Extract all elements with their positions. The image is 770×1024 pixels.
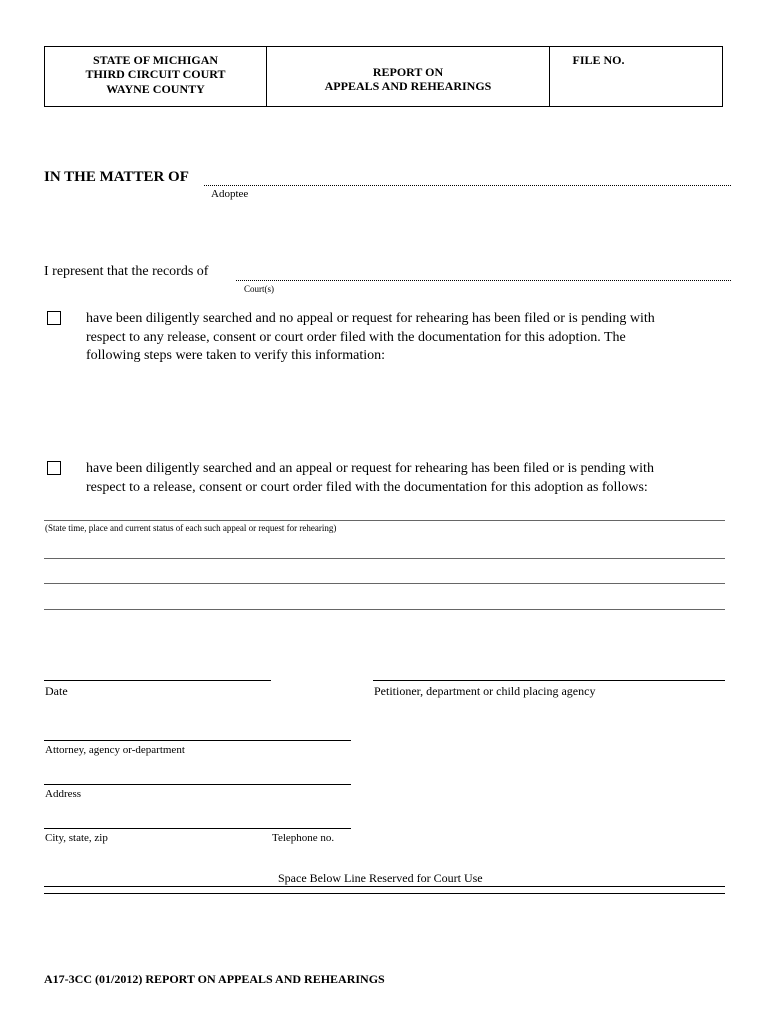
city-telephone-field[interactable] <box>44 828 351 829</box>
date-field[interactable] <box>44 680 271 681</box>
court-line-1: STATE OF MICHIGAN <box>92 53 219 67</box>
appeal-pending-line-2: respect to a release, consent or court order filed with the documentation for this adoption as follows: <box>86 479 648 495</box>
form-title-line-2: APPEALS AND REHEARINGS <box>324 79 492 93</box>
court-line-3: WAYNE COUNTY <box>106 82 205 96</box>
form-header-box <box>44 46 723 107</box>
adoptee-caption: Adoptee <box>211 188 249 200</box>
court-use-label: Space Below Line Reserved for Court Use <box>278 871 483 885</box>
form-footer: A17-3CC (01/2012) REPORT ON APPEALS AND REHEARINGS <box>44 972 385 986</box>
status-line-2[interactable] <box>44 558 725 559</box>
no-appeal-statement <box>86 310 736 366</box>
city-label: City, state, zip <box>45 832 108 844</box>
attorney-label: Attorney, agency or-department <box>45 744 185 756</box>
address-label: Address <box>45 788 82 800</box>
telephone-label: Telephone no. <box>272 832 335 844</box>
court-use-bottom-line <box>44 893 725 894</box>
form-title-line-1: REPORT ON <box>372 65 444 79</box>
appeal-pending-line-1: have been diligently searched and an appeal or request for rehearing has been filed or is pending with <box>86 461 654 476</box>
no-appeal-checkbox[interactable] <box>47 311 61 325</box>
address-field[interactable] <box>44 784 351 785</box>
court-line-2: THIRD CIRCUIT COURT <box>85 67 226 81</box>
records-label: I represent that the records of <box>44 264 209 279</box>
petitioner-label: Petitioner, department or child placing agency <box>374 684 596 698</box>
court-name-cell <box>45 47 267 106</box>
courts-field[interactable] <box>236 280 731 281</box>
adoptee-name-field[interactable] <box>204 185 731 186</box>
appeal-pending-statement <box>86 460 736 497</box>
court-use-top-line <box>44 886 725 887</box>
matter-label: IN THE MATTER OF <box>44 169 189 185</box>
status-caption: (State time, place and current status of each such appeal or request for rehearing) <box>45 523 337 533</box>
attorney-field[interactable] <box>44 740 351 741</box>
petitioner-signature-field[interactable] <box>373 680 725 681</box>
no-appeal-line-1: have been diligently searched and no appeal or request for rehearing has been filed or is pending with <box>86 311 655 326</box>
file-no-label: FILE NO. <box>572 53 625 67</box>
courts-caption: Court(s) <box>244 284 274 294</box>
no-appeal-line-3: following steps were taken to verify this information: <box>86 348 385 363</box>
file-no-cell[interactable] <box>550 47 723 106</box>
status-line-3[interactable] <box>44 583 725 584</box>
appeal-pending-checkbox[interactable] <box>47 461 61 475</box>
status-line-1[interactable] <box>44 520 725 521</box>
no-appeal-line-2: respect to any release, consent or court order filed with the documentation for this adoption. The <box>86 329 626 345</box>
status-line-4[interactable] <box>44 609 725 610</box>
date-label: Date <box>45 684 68 698</box>
form-title-cell <box>267 47 550 106</box>
